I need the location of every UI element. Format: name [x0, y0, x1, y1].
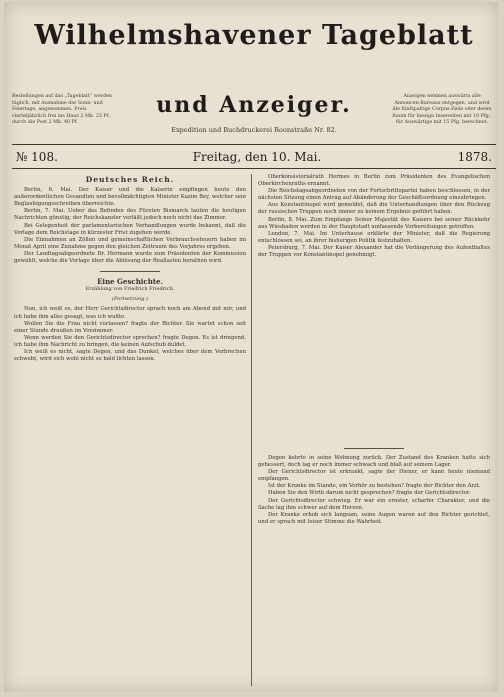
left-column: [14, 174, 246, 363]
story-paragraph: Ich weiß es nicht, sagte Degen, und das Dunkel, welches über dem Verbrechen schwebt, wird sich wohl nicht so bald lichten lassen.: [14, 348, 246, 363]
news-paragraph: Berlin, 7. Mai. Ueber das Befinden des Fürsten Bismarck lauten die heutigen Nachrichten günstig; der Reichskanzler verläßt jedoch noch nicht das Zimmer.: [14, 208, 246, 222]
news-paragraph: Der Landtagsabgeordnete Dr. Hermann wurde zum Präsidenten der Kommission gewählt, welche die Vorlage über die Ablösung der Reallasten berathen wird.: [14, 250, 246, 265]
story-paragraph: Haben Sie den Wirth darum nicht gesprochen? fragte der Gerichtsdirector.: [268, 490, 471, 497]
story-continuation: (Fortsetzung.): [112, 296, 148, 303]
story-paragraph: Der Gerichtsdirector ist erkrankt, sagte der Diener, er kann heute niemand empfangen.: [258, 469, 490, 483]
news-paragraph: Oberkonsistorialrath Hermes in Berlin zum Präsidenten des Evangelischen Oberkirchenraths ernannt.: [258, 174, 490, 188]
story-paragraph: Der Kranke erhob sich langsam, seine Augen waren auf den Richter gerichtet, und er sprach mit leiser Stimme die Wahrheit.: [258, 511, 490, 525]
section-heading: Deutsches Reich.: [85, 175, 175, 184]
news-paragraph: Berlin, 6. Mai. Der Kaiser und die Kaiserin empfingen heute den außerordentlichen Gesandten und bevollmächtigten Minister Kazim Bey, welcher sein Beglaubigungsschreiben überreichte.: [14, 187, 246, 208]
right-column: [258, 174, 490, 259]
issue-year: 1878.: [457, 150, 492, 164]
news-paragraph: Aus Konstantinopel wird gemeldet, daß die Unterhandlungen über den Rückzug der russischen Truppen noch immer zu keinem Ergebnis geführt haben.: [258, 202, 490, 216]
issue-date: Freitag, den 10. Mai.: [192, 150, 322, 164]
issue-number: № 108.: [16, 150, 58, 164]
divider: [100, 271, 160, 272]
subscription-note: Bestellungen auf das „Tageblatt“ werden täglich, mit Ausnahme der Sonn- und Feiertage, angenommen. Preis vierteljährlich frei ins Haus 2 Mk. 25 Pf., durch die Post 2 Mk. 40 Pf.: [12, 94, 112, 126]
story-paragraph: Wenn werden Sie den Gerichtsdirector sprechen? fragte Degen. Es ist dringend, ich habe ihm Nachricht zu bringen, die keinen Aufschub duldet.: [14, 334, 246, 348]
column-divider: [251, 174, 252, 686]
news-paragraph: Berlin, 8. Mai. Zum Empfange Seiner Majestät des Kaisers bei seiner Rückkehr aus Wiesbaden werden in der Hauptstadt umfassende Vorbereitungen getroffen.: [258, 216, 490, 230]
right-column-lower: [258, 442, 490, 526]
printer-line: Expedition und Buchdruckerei Roonstraße Nr. 82.: [171, 126, 337, 134]
newspaper-page: [4, 2, 498, 692]
news-paragraph: Die Reichstagsabgeordneten von der Fortschrittspartei haben beschlossen, in der nächsten Sitzung einen Antrag auf Abänderung der Geschäftsordnung einzubringen.: [258, 188, 490, 202]
story-paragraph: Der Gerichtsdirector schwieg. Er war ein ernster, scharfer Charakter, und die Sache lag ihm schwer auf dem Herzen.: [258, 497, 490, 511]
story-author: Erzählung von Friedrich Friedrich.: [85, 286, 175, 293]
news-paragraph: Die Einnahmen an Zöllen und gemeinschaftlichen Verbrauchssteuern haben im Monat April eine Zunahme gegen den gleichen Zeitraum des Vorjahres ergeben.: [14, 236, 246, 250]
news-paragraph: London, 7. Mai. Im Unterhause erklärte der Minister, daß die Regierung entschlossen sei, an ihrer bisherigen Politik festzuhalten.: [258, 230, 490, 244]
divider: [344, 448, 404, 449]
story-title: Eine Geschichte.: [97, 277, 163, 287]
story-paragraph: Nun, ich weiß es, der Herr Gerichtsdirector sprach noch am Abend mit mir, und ich habe ihm alles gesagt, was ich wußte.: [14, 306, 246, 320]
news-paragraph: Petersburg, 7. Mai. Der Kaiser Alexander hat die Verlängerung des Aufenthaltes der Truppen vor Konstantinopel genehmigt.: [258, 244, 490, 259]
masthead-subtitle: und Anzeiger.: [156, 92, 352, 118]
dateline: [12, 148, 496, 168]
news-paragraph: Bei Gelegenheit der parlamentarischen Verhandlungen wurde bekannt, daß die Vorlage dem Reichstage in kürzester Frist zugehen werde.: [14, 222, 246, 236]
story-paragraph: Degen kehrte in seine Wohnung zurück. Der Zustand des Kranken hatte sich gebessert, doch lag er noch immer schwach und blaß auf seinem Lager.: [258, 455, 490, 469]
masthead-title: Wilhelmshavener Tageblatt: [34, 20, 474, 51]
advertising-note: Anzeigen nehmen auswärts alle Annoncen-Bureaus entgegen, und wird die fünfspaltige Corpus-Zeile oder deren Raum für hiesige Inserenten mit 10 Pfg., für Auswärtige mit 15 Pfg. berechnet.: [392, 94, 492, 126]
story-paragraph: Wollen Sie die Frau nicht vorlassen? fragte der Richter. Sie wartet schon seit einer Stunde draußen im Vorzimmer.: [14, 320, 246, 334]
bottom-rule: [12, 168, 496, 169]
story-paragraph: Ist der Kranke im Stande, ein Verhör zu bestehen? fragte der Richter den Arzt.: [268, 483, 481, 490]
top-rule: [12, 144, 496, 145]
